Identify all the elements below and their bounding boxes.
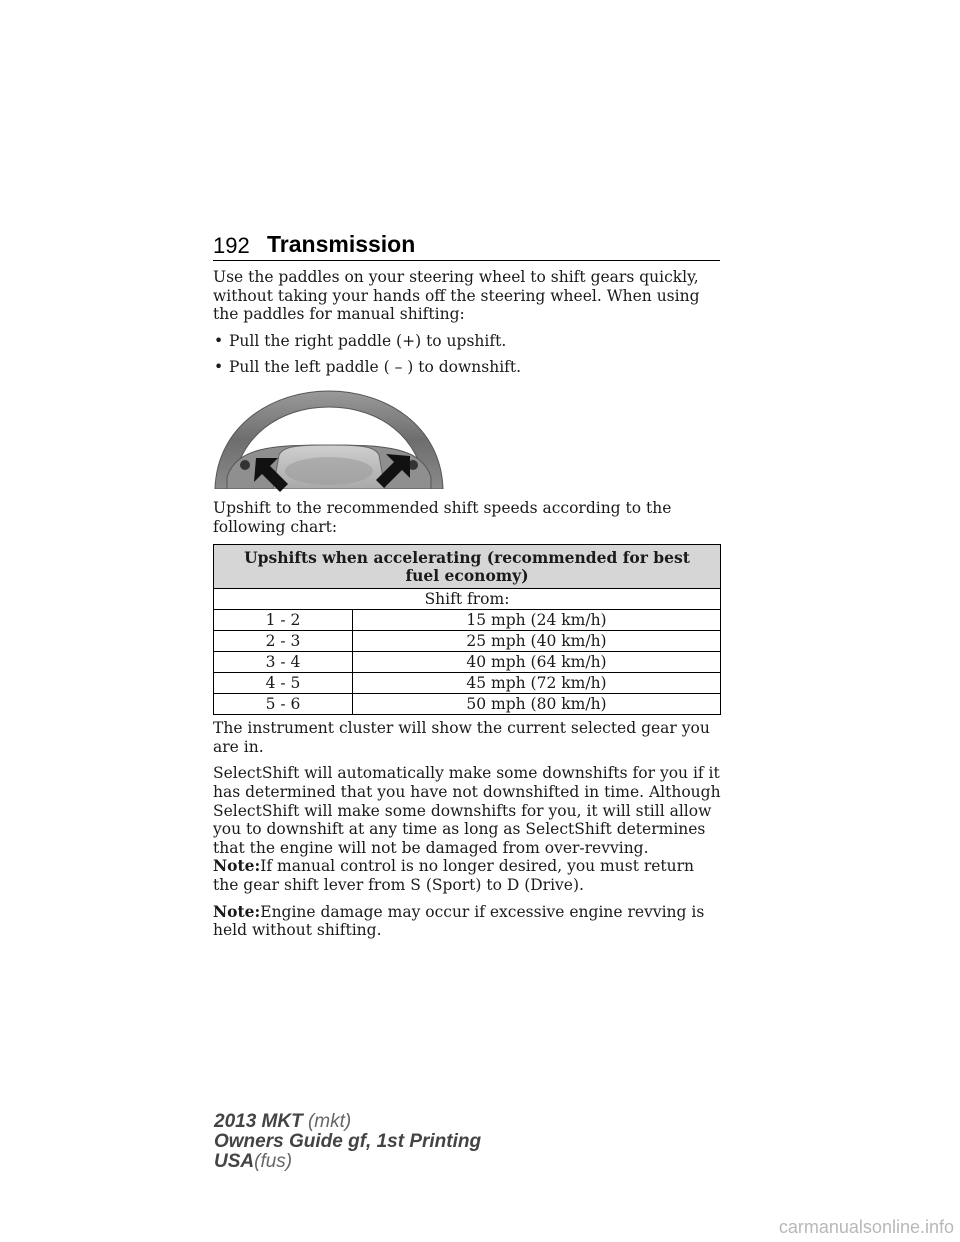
section-title: Transmission xyxy=(267,231,416,257)
bullet-text: Pull the left paddle ( – ) to downshift. xyxy=(229,358,522,377)
steering-wheel-illustration xyxy=(213,385,445,489)
speed-cell: 15 mph (24 km/h) xyxy=(353,610,721,631)
model-label: 2013 MKT xyxy=(214,1111,303,1132)
bullet-icon: • xyxy=(214,358,224,377)
note-label: Note: xyxy=(213,901,261,921)
bullet-icon: • xyxy=(214,331,224,350)
table-title: Upshifts when accelerating (recommended for best fuel economy) xyxy=(214,545,721,589)
cluster-paragraph: The instrument cluster will show the current selected gear you are in. xyxy=(213,719,710,756)
note-2 xyxy=(213,903,723,940)
speed-cell: 25 mph (40 km/h) xyxy=(353,631,721,652)
speed-cell: 50 mph (80 km/h) xyxy=(353,694,721,715)
gear-cell: 4 - 5 xyxy=(214,673,353,694)
note-text: If manual control is no longer desired, you must return the gear shift lever from S (Sport) to D (Drive). xyxy=(213,857,695,894)
page-header xyxy=(213,226,720,261)
page-content xyxy=(213,268,723,948)
gear-cell: 5 - 6 xyxy=(214,694,353,715)
list-item xyxy=(213,358,723,377)
speed-cell: 40 mph (64 km/h) xyxy=(353,652,721,673)
upshift-table xyxy=(213,544,721,715)
table-row xyxy=(214,610,721,631)
market-label: USA xyxy=(214,1151,255,1172)
note-text: Engine damage may occur if excessive engine revving is held without shifting. xyxy=(213,902,705,940)
paddle-instructions xyxy=(213,332,723,377)
gear-cell: 2 - 3 xyxy=(214,631,353,652)
guide-label: Owners Guide gf, 1st Printing xyxy=(214,1131,482,1152)
gear-cell: 1 - 2 xyxy=(214,610,353,631)
note-label: Note: xyxy=(213,856,261,876)
watermark: carmanualsonline.info xyxy=(778,1217,954,1237)
model-code: (mkt) xyxy=(307,1111,352,1132)
note-1 xyxy=(213,857,723,894)
bullet-text: Pull the right paddle (+) to upshift. xyxy=(229,331,507,350)
page-footer xyxy=(214,1112,481,1172)
chart-intro: Upshift to the recommended shift speeds according to the following chart: xyxy=(213,498,672,536)
page-number: 192 xyxy=(213,233,250,258)
intro-paragraph: Use the paddles on your steering wheel to shift gears quickly, without taking your hands off the steering wheel. When using the paddles for manual shifting: xyxy=(213,268,700,324)
market-code: (fus) xyxy=(254,1151,293,1172)
speed-cell: 45 mph (72 km/h) xyxy=(353,673,721,694)
table-row xyxy=(214,652,721,673)
selectshift-paragraph: SelectShift will automatically make some downshifts for you if it has determined that you have not downshifted in time. Although SelectShift will make some downshifts for you, it will still allow you to downshift at any time as long as SelectShift determines that the engine will not be damaged from over-revving. xyxy=(213,764,721,857)
table-row xyxy=(214,673,721,694)
table-row xyxy=(214,631,721,652)
gear-cell: 3 - 4 xyxy=(214,652,353,673)
table-subheader: Shift from: xyxy=(214,589,721,610)
list-item xyxy=(213,332,723,351)
table-row xyxy=(214,694,721,715)
